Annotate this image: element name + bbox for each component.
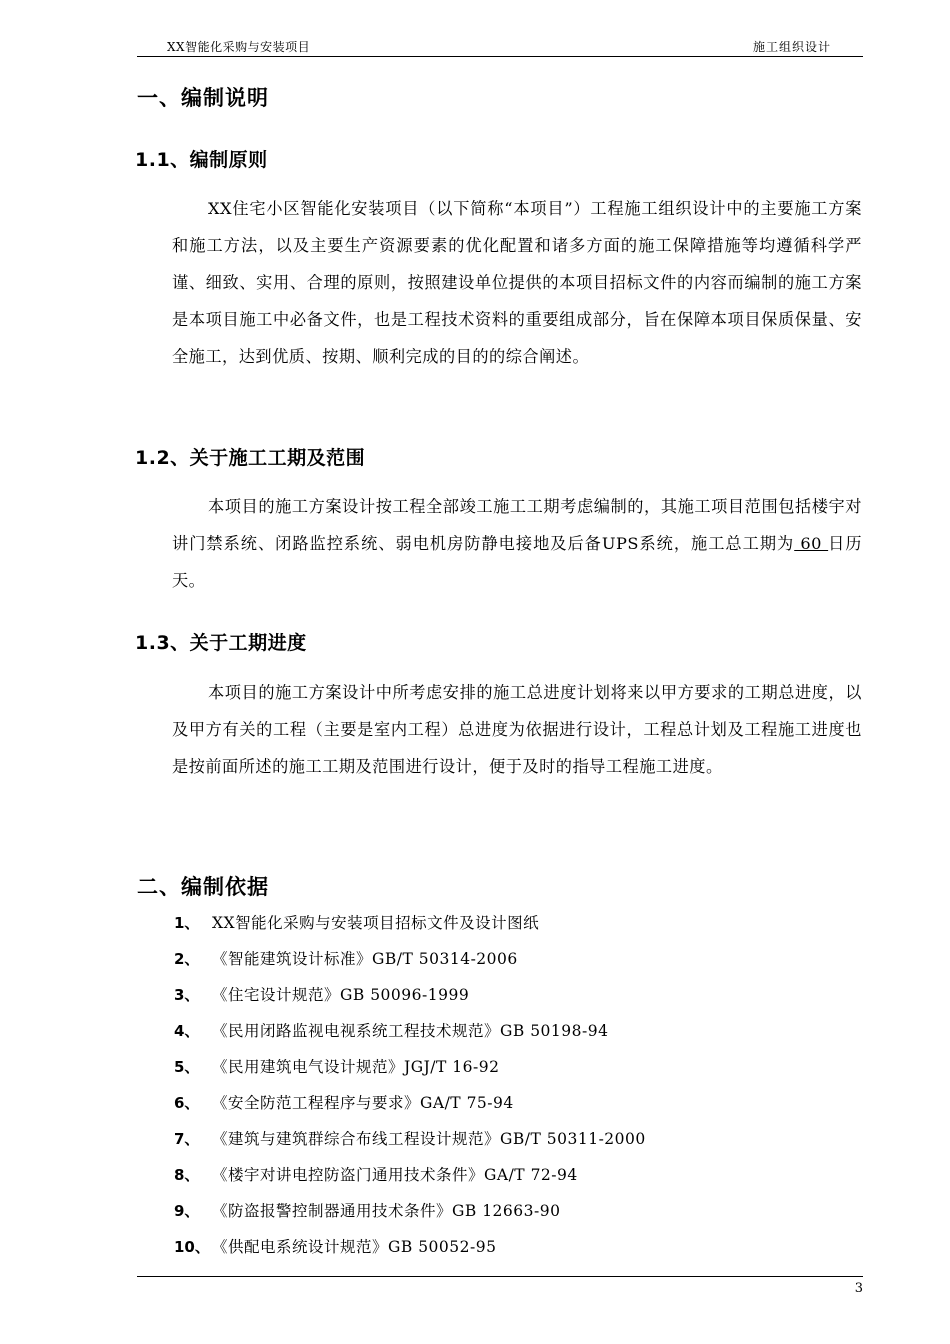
subsection-1-2-body — [172, 488, 862, 599]
list-item — [174, 1234, 646, 1270]
section-1-title: 一、编制说明 — [137, 86, 269, 110]
list-item-text: 《建筑与建筑群综合布线工程设计规范》GB/T 50311-2000 — [212, 1130, 646, 1148]
construction-duration: 60 — [794, 534, 829, 553]
list-item — [174, 1126, 646, 1162]
list-item-text: 《智能建筑设计标准》GB/T 50314-2006 — [212, 950, 518, 968]
header-project-name: XX智能化采购与安装项目 — [167, 40, 311, 54]
subsection-1-3-title: 1.3、关于工期进度 — [135, 632, 307, 654]
subsection-1-2-title: 1.2、关于施工工期及范围 — [135, 447, 366, 469]
list-item-text: 《民用建筑电气设计规范》JGJ/T 16-92 — [212, 1058, 500, 1076]
list-item-text: 《住宅设计规范》GB 50096-1999 — [212, 986, 470, 1004]
header-document-type: 施工组织设计 — [752, 40, 831, 54]
list-item-number: 1、 — [174, 914, 200, 932]
list-item-number: 3、 — [174, 986, 200, 1004]
subsection-1-2-body-start: 本项目的施工方案设计按工程全部竣工施工工期考虑编制的，其施工项目范围包括楼宇对讲门禁系统、闭路监控系统、弱电机房防静电接地及后备UPS系统，施工总工期为 — [172, 497, 862, 553]
list-item — [174, 910, 646, 946]
list-item — [174, 1018, 646, 1054]
list-item-number: 4、 — [174, 1022, 200, 1040]
list-item-number: 2、 — [174, 950, 200, 968]
page-footer — [137, 1276, 863, 1296]
subsection-1-1-body: XX住宅小区智能化安装项目（以下简称“本项目”）工程施工组织设计中的主要施工方案和施工方法，以及主要生产资源要素的优化配置和诸多方面的施工保障措施等均遵循科学严谨、细致、实用、合理的原则，按照建设单位提供的本项目招标文件的内容而编制的施工方案是本项目施工中必备文件，也是工程技术资料的重要组成部分，旨在保障本项目保质保量、安全施工，达到优质、按期、顺利完成的目的的综合阐述。 — [172, 199, 862, 366]
section-2-title: 二、编制依据 — [137, 875, 269, 899]
list-item-text: 《安全防范工程程序与要求》GA/T 75-94 — [212, 1094, 514, 1112]
list-item — [174, 946, 646, 982]
subsection-1-2-body-end: 日历天。 — [172, 534, 863, 590]
reference-list — [174, 910, 646, 1270]
page-header — [137, 34, 863, 57]
list-item-number: 10、 — [174, 1238, 210, 1256]
list-item — [174, 1198, 646, 1234]
list-item-text: 《供配电系统设计规范》GB 50052-95 — [212, 1238, 497, 1256]
list-item-text: 《防盗报警控制器通用技术条件》GB 12663-90 — [212, 1202, 561, 1220]
list-item-number: 8、 — [174, 1166, 200, 1184]
subsection-1-3-body: 本项目的施工方案设计中所考虑安排的施工总进度计划将来以甲方要求的工期总进度，以及甲方有关的工程（主要是室内工程）总进度为依据进行设计，工程总计划及工程施工进度也是按前面所述的施工工期及范围进行设计，便于及时的指导工程施工进度。 — [172, 683, 862, 776]
list-item — [174, 1090, 646, 1126]
list-item — [174, 1162, 646, 1198]
list-item-text: 《民用闭路监视电视系统工程技术规范》GB 50198-94 — [212, 1022, 609, 1040]
list-item-number: 6、 — [174, 1094, 200, 1112]
page-number: 3 — [854, 1281, 863, 1296]
list-item-number: 9、 — [174, 1202, 200, 1220]
list-item-text: 《楼宇对讲电控防盗门通用技术条件》GA/T 72-94 — [212, 1166, 578, 1184]
list-item — [174, 982, 646, 1018]
list-item-text: XX智能化采购与安装项目招标文件及设计图纸 — [212, 914, 540, 932]
list-item-number: 5、 — [174, 1058, 200, 1076]
list-item-number: 7、 — [174, 1130, 200, 1148]
list-item — [174, 1054, 646, 1090]
subsection-1-1-title: 1.1、编制原则 — [135, 149, 268, 171]
